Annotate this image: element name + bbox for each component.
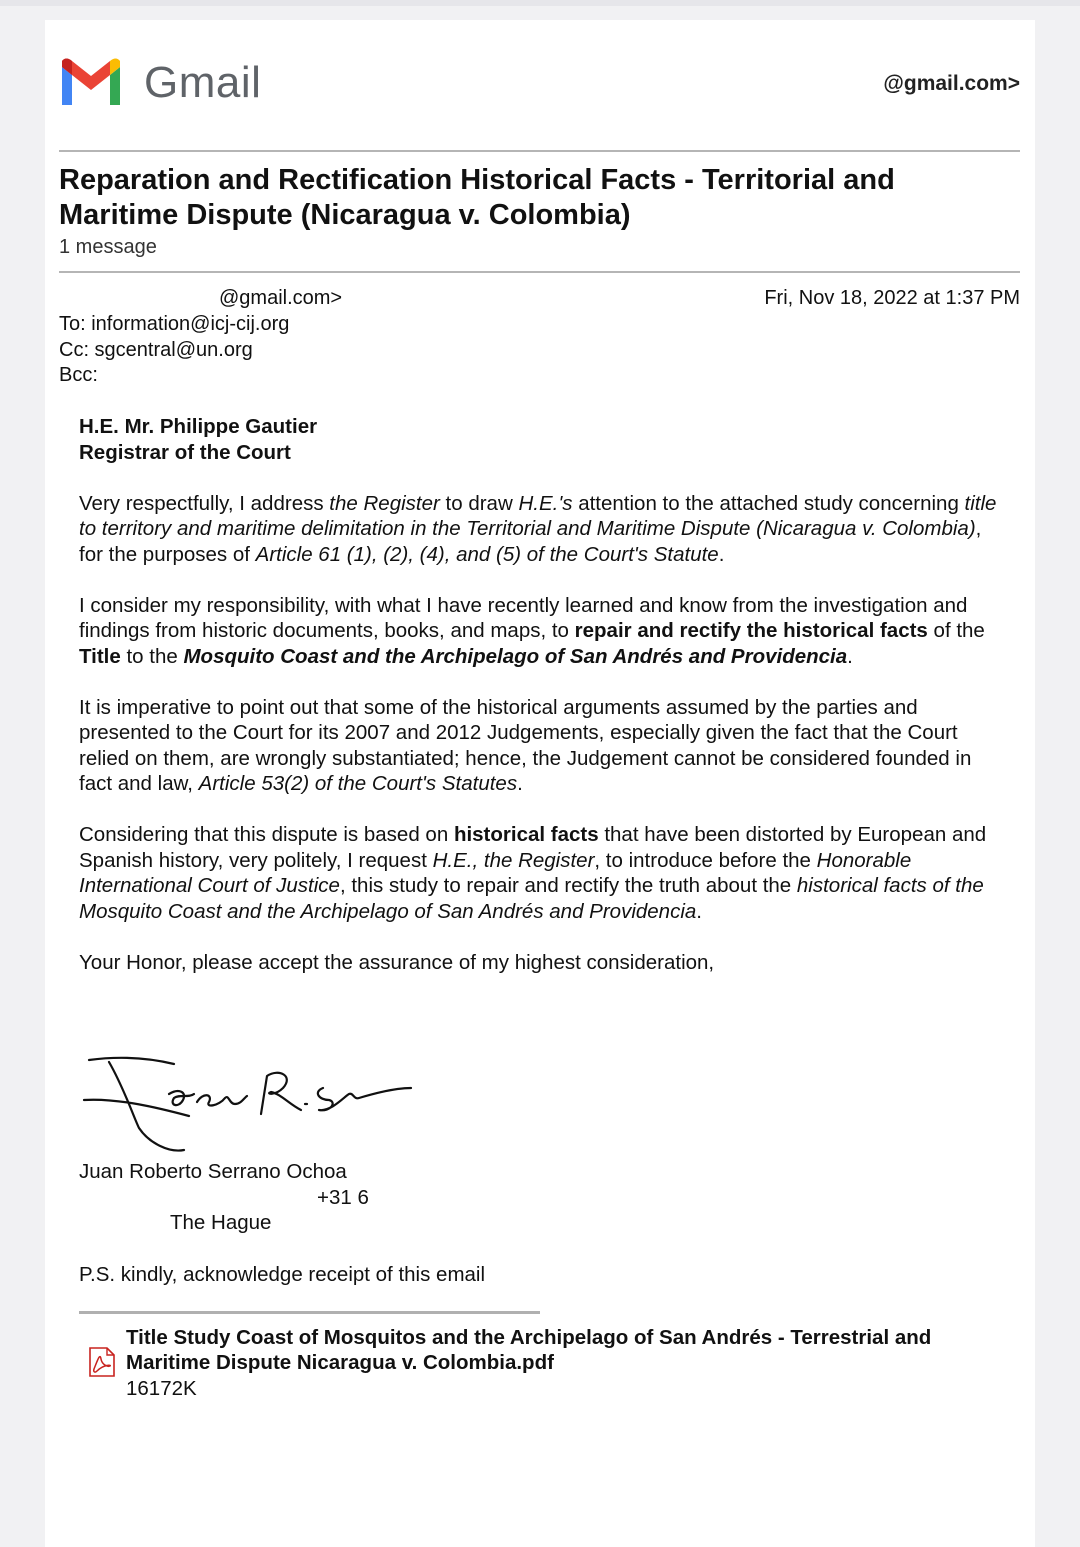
signer-phone: +31 6 [317,1186,369,1209]
text-bold: historical facts [453,823,599,846]
attachment-size: 16172K [126,1377,197,1400]
account-email: @gmail.com> [883,72,1020,95]
bcc-line: Bcc: [59,364,98,386]
text: . [517,772,523,795]
text-italic: the Register [329,491,440,515]
text: . [696,899,702,923]
text: , for the purposes of [79,517,982,566]
text: . [718,542,725,566]
text: I consider my responsibility, with what I have recently learned and know from the investigation and findings from historic documents, books, and maps, to [79,593,968,642]
text: to the [120,644,184,668]
text: , to introduce before the [594,848,817,872]
text-bold: Title [79,644,121,668]
attachment-divider [79,1311,540,1314]
text-italic: Article 53(2) of the Court's Statutes [198,772,518,795]
text: that have been distorted by European and Spanish history, very politely, I request [79,823,987,872]
message-count: 1 message [59,236,157,258]
text-italic: historical facts of the Mosquito Coast and the Archipelago of San Andrés and Providencia [79,874,984,923]
divider [59,150,1020,152]
handwritten-signature [79,1048,419,1158]
text: It is imperative to point out that some of the historical arguments assumed by the parties and presented to the Court for its 2007 and 2012 Judgements, especially given the fact that the Court relied on them, are wrongly substantiated; hence, the Judgement cannot be considered founded in fact and law, [79,695,972,795]
cc-line: Cc: sgcentral@un.org [59,339,253,361]
text-italic: Honorable International Court of Justice [79,848,912,897]
text-bold-italic: Mosquito Coast and the Archipelago of San Andrés and Providencia [183,644,848,668]
paragraph-2 [79,593,1004,670]
paragraph-4 [79,822,1004,924]
signer-name: Juan Roberto Serrano Ochoa [79,1160,347,1183]
text: Considering that this dispute is based on [79,823,454,846]
gmail-logo-icon [58,55,124,107]
top-band [0,0,1080,6]
addressee-name: H.E. Mr. Philippe Gautier [79,415,318,438]
text: . [847,644,853,668]
text-italic: H.E., the Register [432,848,595,872]
paragraph-1 [79,491,1004,568]
to-line: To: information@icj-cij.org [59,313,290,335]
text-italic: H.E.'s [518,491,573,515]
gmail-wordmark: Gmail [144,58,262,107]
text-bold: repair and rectify the historical facts [574,619,928,642]
text: attention to the attached study concerning [572,491,965,515]
sender-address: @gmail.com> [219,287,343,309]
email-subject: Reparation and Rectification Historical Facts - Territorial and Maritime Dispute (Nicaragua v. Colombia) [59,164,895,231]
sent-date: Fri, Nov 18, 2022 at 1:37 PM [764,287,1020,309]
signer-city: The Hague [170,1211,272,1234]
email-body [79,414,1004,1001]
text-italic: title to territory and maritime delimitation in the Territorial and Maritime Dispute (Nicaragua v. Colombia) [79,491,997,540]
closing-line: Your Honor, please accept the assurance of my highest consideration, [79,950,715,974]
text-italic: Article 61 (1), (2), (4), and (5) of the Court's Statute [255,542,719,566]
text: of the [927,619,985,642]
addressee [79,414,1004,465]
attachment-filename[interactable]: Title Study Coast of Mosquitos and the Archipelago of San Andrés - Terrestrial and Maritime Dispute Nicaragua v. Colombia.pdf [126,1326,932,1374]
text: Very respectfully, I address [79,491,330,515]
postscript: P.S. kindly, acknowledge receipt of this email [79,1263,486,1286]
text: to draw [439,491,519,515]
text: , this study to repair and rectify the truth about the [339,874,797,897]
pdf-icon[interactable] [88,1347,116,1377]
addressee-title: Registrar of the Court [79,440,291,464]
divider [59,271,1020,273]
paragraph-3 [79,695,1004,797]
